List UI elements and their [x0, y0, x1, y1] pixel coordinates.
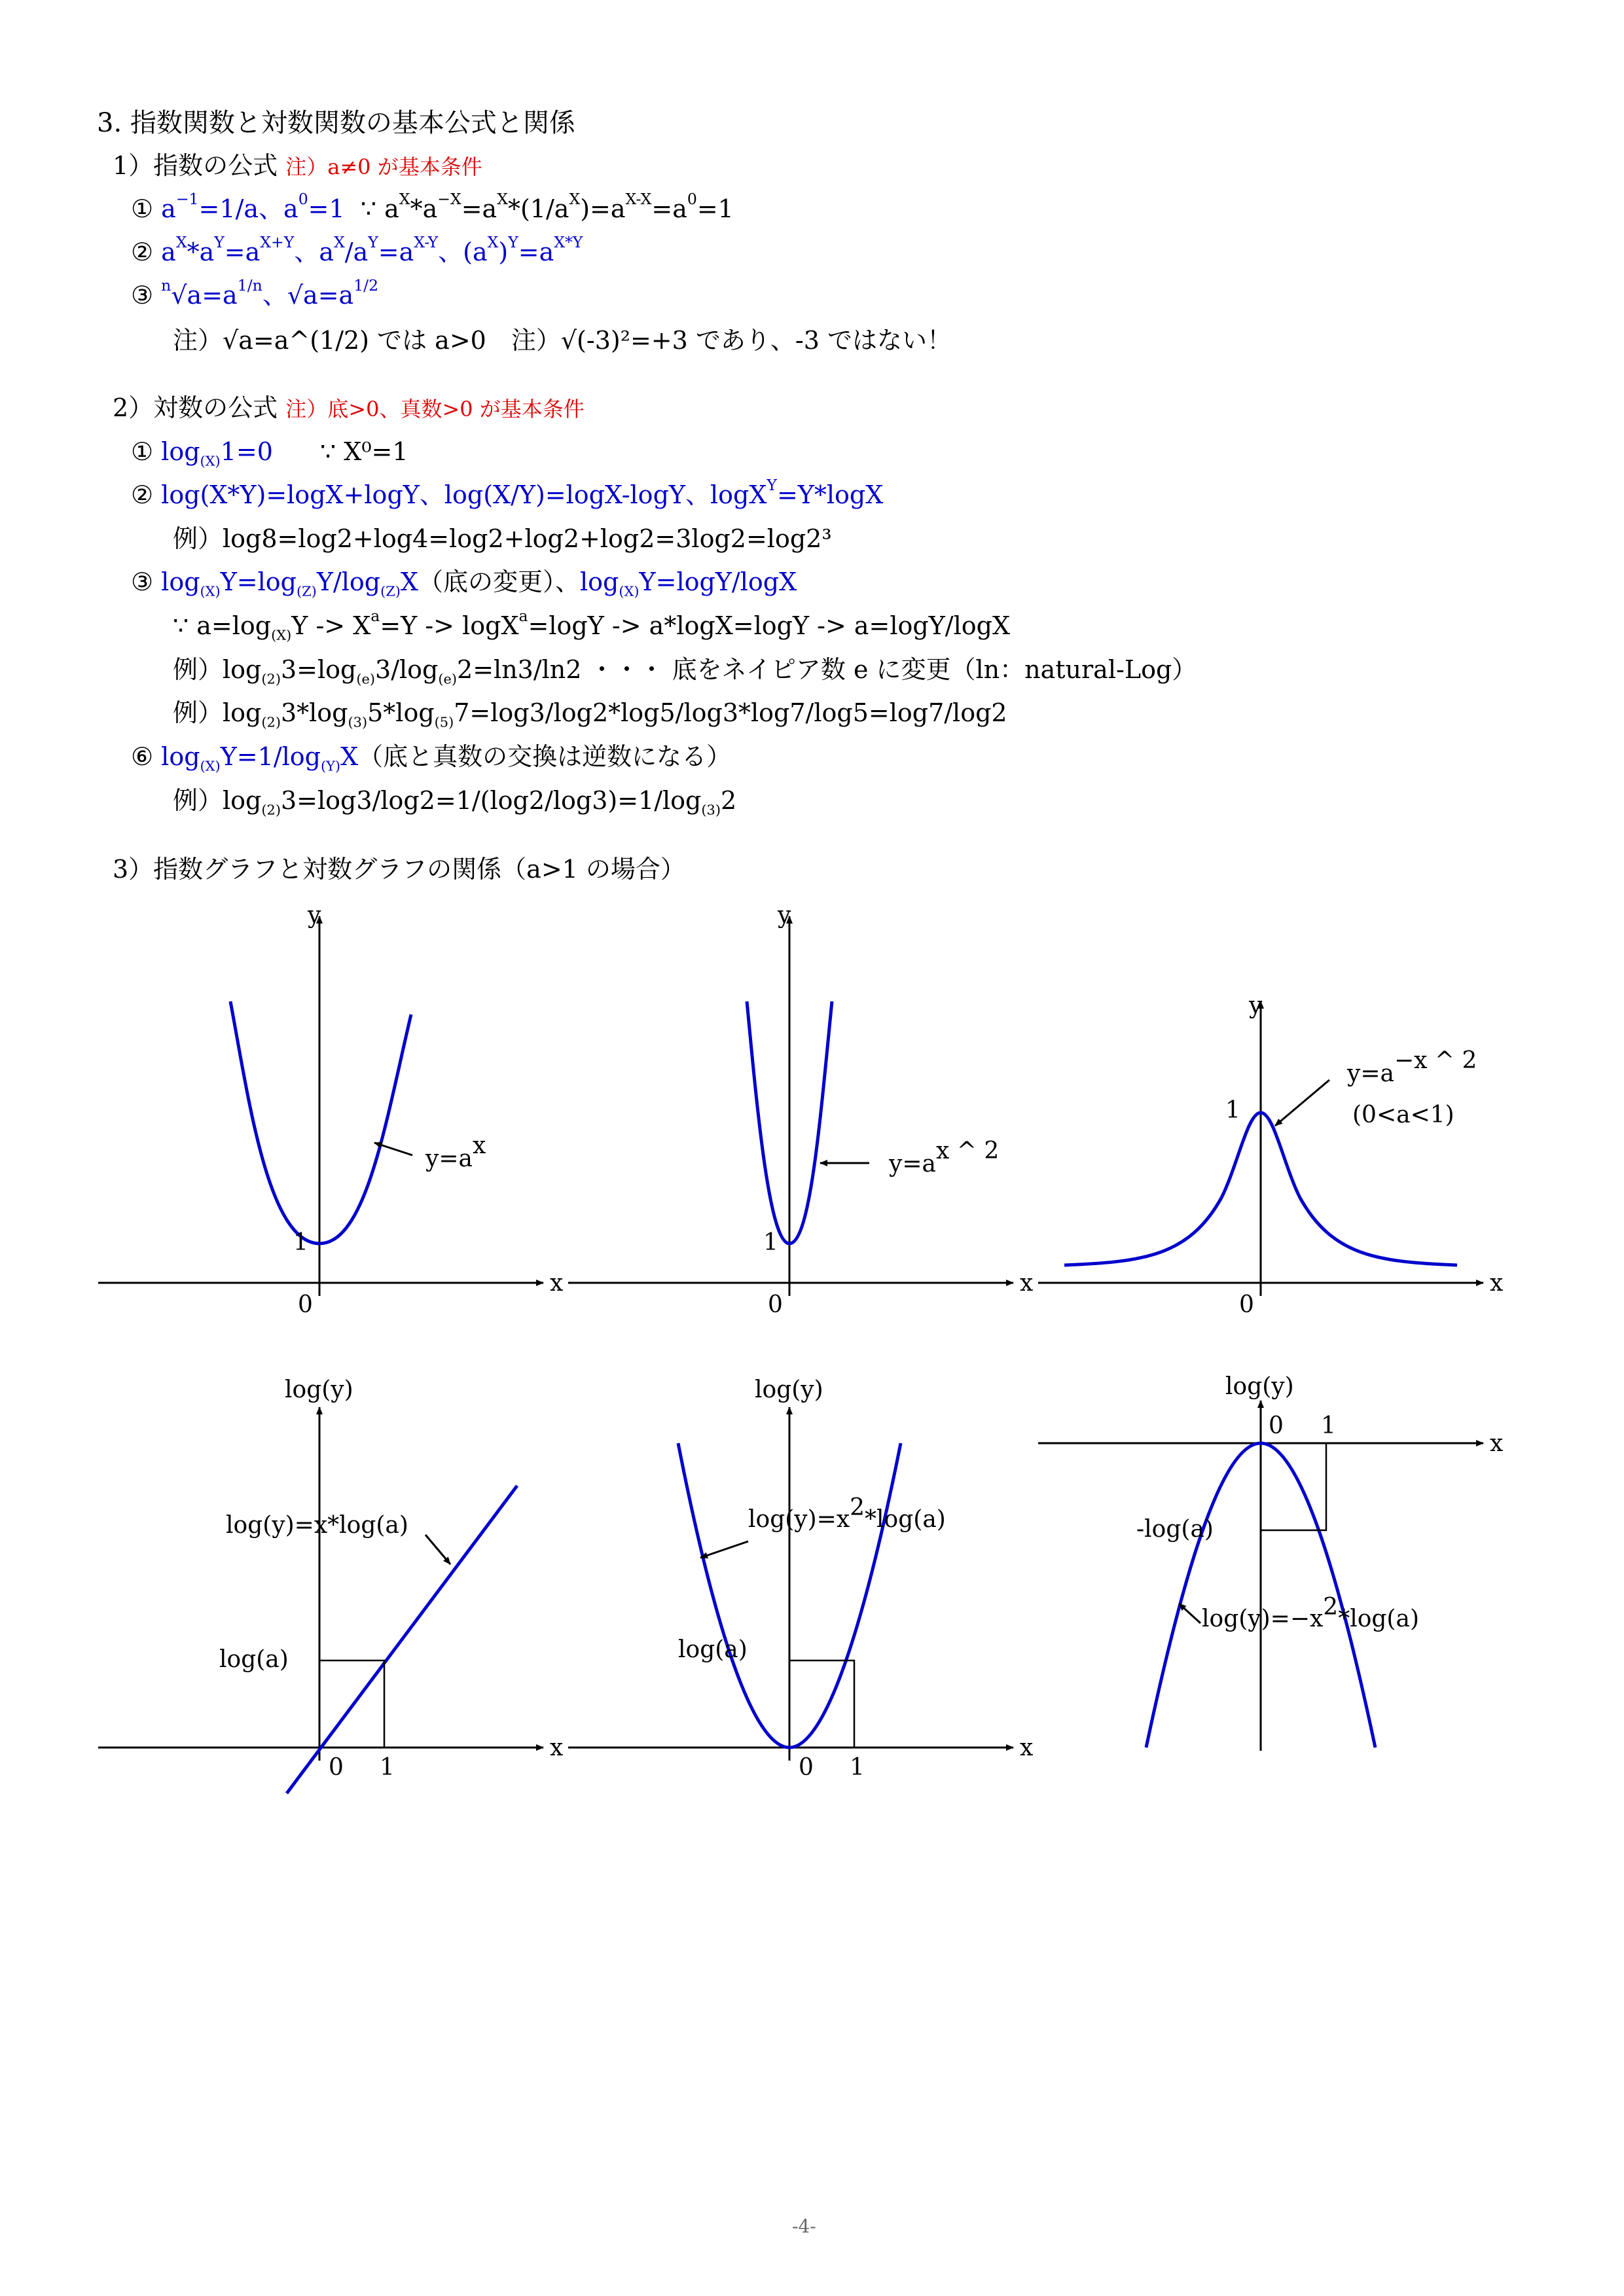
- x-label: x: [1490, 1270, 1504, 1297]
- graph-log-parabola: [562, 1361, 1033, 1806]
- origin-label: 0: [1239, 1291, 1254, 1318]
- x-label: x: [1020, 1270, 1034, 1297]
- section-title: 3. 指数関数と対数関数の基本公式と関係: [97, 108, 575, 138]
- x-label: x: [550, 1270, 564, 1297]
- s1-note: 注）a≠0 が基本条件: [285, 154, 482, 179]
- example-3-prefix: 例）: [173, 698, 223, 727]
- s1-heading-line: [113, 151, 482, 182]
- s1-formula-2: [131, 233, 583, 267]
- s2-formula-3: [131, 567, 797, 600]
- formula-2-blue: $a^X*a^Y=a^{X+Y}$、$a^X/a^Y=a^{X-Y}$、$(a^X)^Y=a^{X*Y}$: [161, 233, 583, 266]
- x-label: x: [550, 1734, 564, 1761]
- s2-formula-6: [131, 742, 731, 772]
- s2-derivation: ∵ $a=\log_{(X)}Y -> X^a=Y -> \log X^a=\log Y -> a*\log X=\log Y -> a=\log Y/\log X$: [173, 607, 1011, 643]
- example-4-prefix: 例）: [173, 786, 223, 815]
- one-label: 1: [850, 1754, 865, 1781]
- origin-label: 0: [298, 1291, 313, 1318]
- page-number: -4-: [792, 2215, 816, 2237]
- log-mark-2: ②: [131, 480, 154, 509]
- s2-heading: 2）対数の公式: [113, 393, 278, 422]
- formula-1-reason: ∵ $a^X*a^{-X}=a^X*(1/a^X)=a^{X-X}=a^0=1$: [352, 190, 734, 223]
- label-arrow: [700, 1541, 748, 1558]
- mark-2: ②: [131, 238, 154, 266]
- graph-exp-x2: [562, 903, 1033, 1329]
- origin-label: 0: [1269, 1412, 1284, 1439]
- origin-label: 0: [329, 1754, 344, 1781]
- log-mark-6: ⑥: [131, 742, 154, 771]
- loga-label: -log(a): [1136, 1516, 1214, 1543]
- mark-3: ③: [131, 281, 154, 310]
- label-arrow: [1275, 1080, 1329, 1126]
- y-label: log(y): [285, 1376, 353, 1403]
- formula-1-blue: $a^{-1}=1/a$、$a^0=1$: [161, 190, 345, 223]
- log-mark-3: ③: [131, 567, 154, 596]
- s2-heading-line: [113, 393, 585, 424]
- log-formula-6-tail: （底と真数の交換は逆数になる）: [358, 742, 732, 771]
- graph-exp-x: [92, 903, 563, 1329]
- s2-example-3: 例）$\log_{(2)}3*\log_{(3)}5*\log_{(5)}7=\log 3/\log 2*\log 5/\log 3*\log 7/\log 5=\log 7/\log 2$: [173, 698, 1007, 730]
- one-label: 1: [1225, 1097, 1240, 1124]
- y-label: y: [778, 902, 791, 929]
- s2-example-2: 例）$\log_{(2)}3=\log_{(e)}3/\log_{(e)}2=\ln 3/\ln 2$ ・・・ 底をネイピア数 e に変更（ln：natural-Log）: [173, 655, 1197, 687]
- curve-exp-x: [230, 1001, 411, 1244]
- y-label: log(y): [755, 1376, 823, 1403]
- y-label: y: [1249, 992, 1263, 1019]
- curve-label: y=ax ^ 2: [889, 1138, 1000, 1177]
- loga-guide: [789, 1660, 854, 1748]
- cond-label: (0<a<1): [1352, 1102, 1454, 1128]
- log-formula-1-reason: ∵ X⁰=1: [320, 437, 408, 466]
- s1-note-line: 注）√a=a^(1/2) では a>0 注）√(-3)²=+3 であり、-3 ではない！: [173, 326, 952, 355]
- curve-label: y=a−x ^ 2: [1347, 1047, 1477, 1087]
- one-label: 1: [763, 1229, 778, 1256]
- graph-exp-neg-x2: [1032, 903, 1529, 1329]
- log-formula-1: $\log_{(X)}1=0$: [161, 437, 273, 469]
- one-label: 1: [293, 1229, 308, 1256]
- s2-formula-2: [131, 476, 884, 510]
- s2-example-1: [173, 524, 832, 554]
- loga-label: log(a): [678, 1636, 748, 1663]
- label-arrow: [425, 1535, 450, 1564]
- example-2-tail: ・・・ 底をネイピア数 e に変更（ln：natural-Log）: [581, 655, 1197, 684]
- example-1-prefix: 例）: [173, 524, 223, 553]
- mark-1: ①: [131, 194, 154, 223]
- s1-heading: 1）指数の公式: [113, 151, 278, 180]
- s1-formula-3: [131, 276, 379, 310]
- graph-log-neg-parabola: [1032, 1361, 1529, 1806]
- curve-label: log(y)=−x2*log(a): [1202, 1594, 1419, 1632]
- curve-label: log(y)=x2*log(a): [748, 1494, 946, 1533]
- origin-label: 0: [768, 1291, 783, 1318]
- s2-note: 注）底>0、真数>0 が基本条件: [285, 397, 585, 422]
- log-formula-6: $\log_{(X)}Y=1/\log_{(Y)}X$: [161, 742, 359, 774]
- log-formula-3a: $\log_{(X)}Y=\log_{(Z)}Y/\log_{(Z)}X$: [161, 567, 418, 600]
- y-label: y: [308, 902, 321, 929]
- s2-formula-1: [131, 437, 408, 467]
- one-label: 1: [380, 1754, 395, 1781]
- s2-example-4: 例）$\log_{(2)}3=\log 3/\log 2=1/(\log 2/\log 3)=1/\log_{(3)}2$: [173, 786, 737, 818]
- s1-formula-1: [131, 190, 734, 224]
- log-formula-2: log(X*Y)=logX+logY、log(X/Y)=logX-logY、logX$^Y$=Y*logX: [161, 476, 884, 509]
- loga-label: log(a): [219, 1646, 289, 1673]
- x-label: x: [1020, 1734, 1034, 1761]
- label-arrow: [1179, 1604, 1200, 1623]
- log-formula-3-tail: （底の変更）、: [418, 567, 580, 596]
- graph-log-linear: [92, 1361, 563, 1806]
- one-label: 1: [1321, 1412, 1336, 1439]
- curve-label: log(y)=x*log(a): [226, 1512, 408, 1539]
- s3-heading: 3）指数グラフと対数グラフの関係（a>1 の場合）: [113, 855, 685, 884]
- formula-3-blue: $^n√a=a^{1/n}$、$√a=a^{1/2}$: [161, 276, 379, 310]
- example-2-prefix: 例）: [173, 655, 223, 684]
- origin-label: 0: [799, 1754, 814, 1781]
- log-formula-3b: $\log_{(X)}Y=\log Y$/logX: [580, 567, 797, 600]
- x-label: x: [1490, 1430, 1504, 1457]
- formula-3-sep: 、: [262, 281, 287, 310]
- y-label: log(y): [1225, 1373, 1294, 1400]
- curve-label: y=ax: [425, 1132, 486, 1172]
- example-1-body: log8=log2+log4=log2+log2+log2=3log2=log2³: [223, 524, 832, 553]
- log-mark-1: ①: [131, 437, 154, 466]
- loga-guide: [1261, 1443, 1326, 1530]
